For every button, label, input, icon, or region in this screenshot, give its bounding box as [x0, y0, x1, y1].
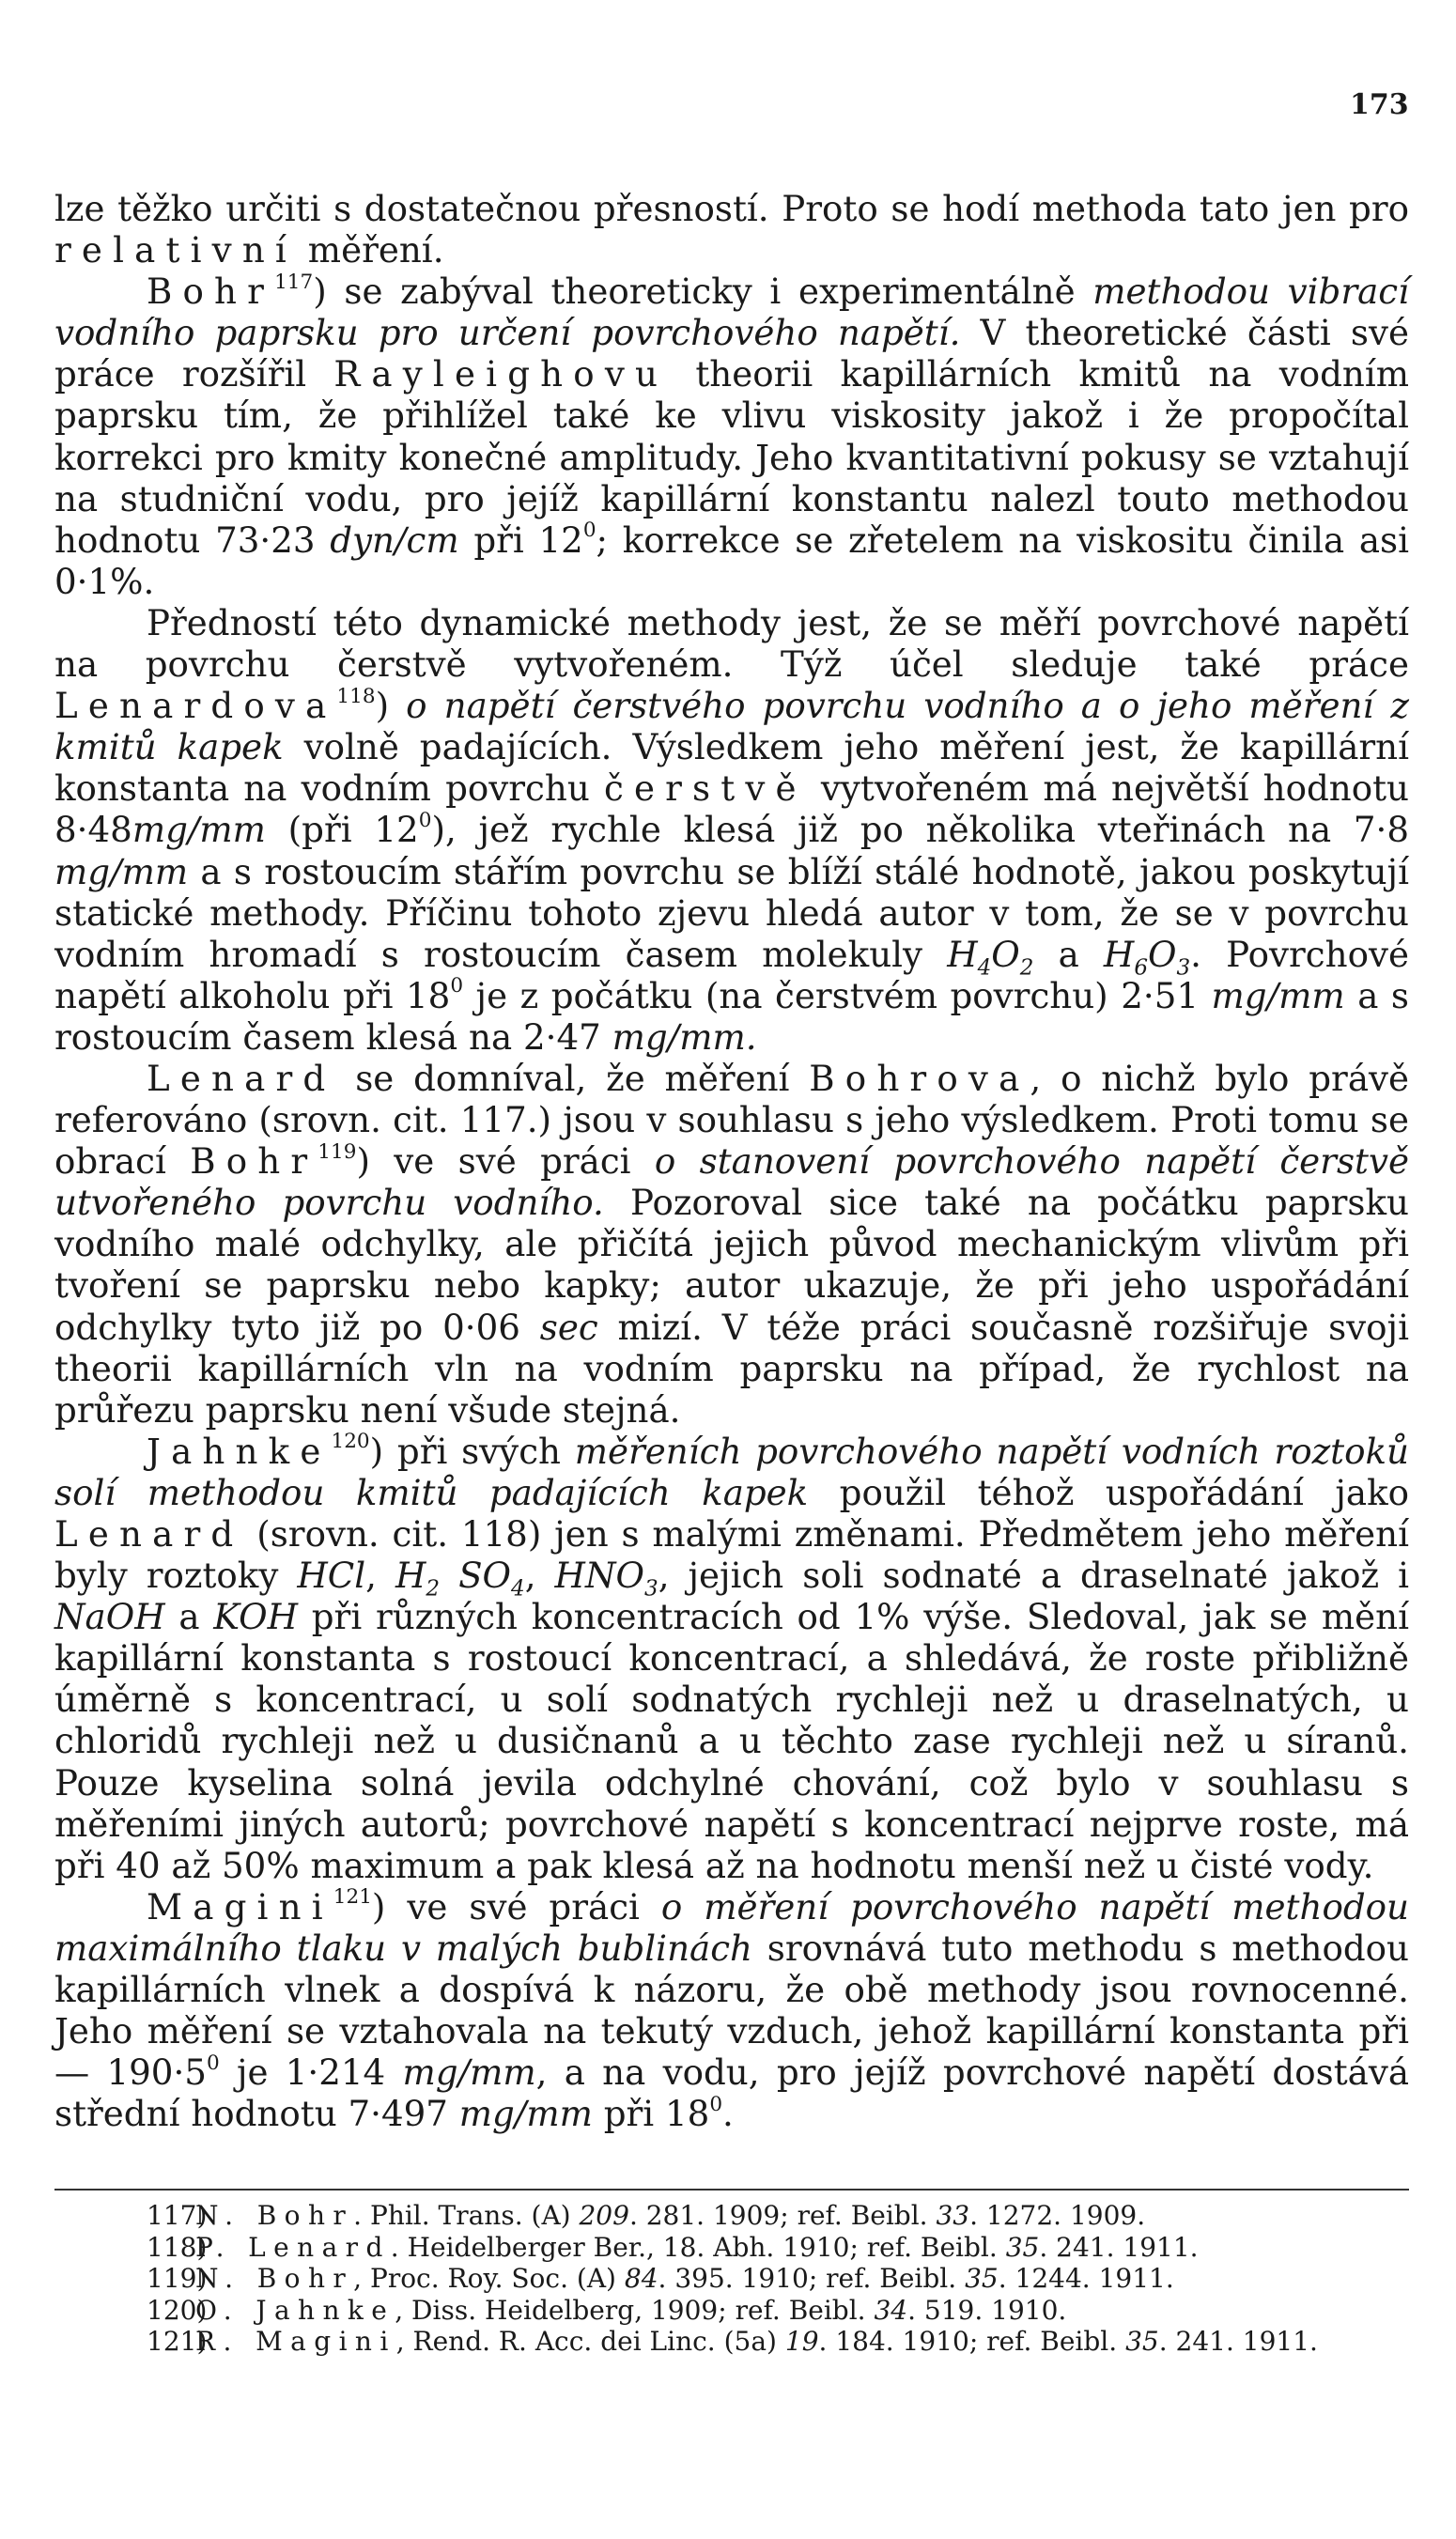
footnote-number: 118)	[147, 2231, 208, 2263]
text-run: ,	[365, 1555, 395, 1597]
text-run: (při 12	[265, 809, 419, 851]
text-run: , jejich soli sodnaté a draselnaté jakož i	[658, 1555, 1409, 1597]
formula: $H_2$ $SO_4$	[395, 1555, 525, 1602]
paragraph-1	[54, 188, 1409, 271]
degree: 0	[206, 2051, 220, 2075]
text-run: lze těžko určiti s dostatečnou přesností. Proto se hodí methoda tato jen pro	[54, 188, 1409, 229]
volume: 19	[784, 2326, 819, 2357]
footnote-ref: 117	[274, 270, 314, 294]
footnote-number: 119)	[147, 2263, 208, 2294]
text-run: (srovn. cit. 118) jen s malými změnami. Předmětem jeho měření byly roztoky	[54, 1513, 1409, 1597]
text-run: ; korrekce se zřetelem na viskositu činila asi 0·1%.	[54, 519, 1410, 602]
footnote-ref: 118	[336, 684, 376, 708]
text-run: ) ve své práci	[356, 1140, 655, 1183]
work-title: o měření povrchového napětí methodou maximálního tlaku v malých bublinách	[54, 1885, 1409, 1969]
text-run: mizí. V téže práci současně rozšiřuje svoji theorii kapillárních vln na vodním paprsku na případ, že rychlost na průřezu paprsku není všude stejná.	[54, 1306, 1409, 1431]
text-run: při 12	[458, 519, 583, 561]
text-run: volně padajících. Výsledkem jeho měření jest, že kapillární konstanta na vodním povrchu	[54, 726, 1409, 810]
paragraph-3	[54, 602, 1409, 1058]
text-run: a	[1033, 933, 1104, 975]
volume: 84	[624, 2263, 658, 2294]
text-run: , o nichž bylo právě referováno (srovn. cit. 117.) jsou v souhlasu s jeho výsledkem. Proti tomu se obrací	[54, 1057, 1410, 1183]
text-run: ) ve své práci	[371, 1885, 661, 1927]
text-run: ) při svých	[369, 1430, 575, 1472]
paragraph-4	[54, 1058, 1409, 1431]
paragraph-6	[54, 1886, 1409, 2135]
text-run: použil téhož uspořádání jako	[808, 1471, 1409, 1513]
text-run: theorii kapillárních kmitů na vodním paprsku tím, že přihlížel také ke vlivu viskosity jakož i že propočítal korrekci pro kmity konečné amplitudy. Jeho kvantitativní pokusy se vztahují na studniční vodu, pro jejíž kapillární konstantu nalezl touto methodou hodnotu 73·23	[54, 353, 1410, 561]
text-run: Předností této dynamické methody jest, že se měří povrchové napětí na povrchu čerstvě vytvořeném. Týž účel sleduje také práce	[54, 601, 1409, 686]
author-name: Jahnke	[147, 1430, 332, 1472]
footnote-author: N. Bohr	[195, 2263, 354, 2294]
formula: KOH	[213, 1596, 298, 1638]
volume: 209	[579, 2200, 629, 2231]
page-number: 173	[1350, 88, 1409, 121]
footnote-divider	[54, 2189, 1409, 2191]
text-run: je z počátku (na čerstvém povrchu) 2·51	[463, 974, 1212, 1016]
volume: 35	[1125, 2326, 1159, 2357]
spaced-term: čerstvě	[603, 767, 807, 810]
author-name: Rayleighovu	[333, 353, 669, 395]
text-run: )	[375, 685, 407, 727]
footnote-number: 120)	[147, 2294, 208, 2326]
text-run: se domníval, že měření	[335, 1057, 810, 1099]
work-title: měřeních povrchového napětí vodních roztoků solí methodou kmitů padajících kapek	[54, 1430, 1410, 1513]
text-run: Pozoroval sice také na počátku paprsku vodního malé odchylky, ale přičítá jejich původ mechanickým vlivům při tvoření se paprsku nebo kapky; autor ukazuje, že při jeho uspořádání odchylky tyto již po 0·06	[54, 1182, 1409, 1348]
formula: HCl	[297, 1555, 366, 1597]
footnote-author: R. Magini	[195, 2326, 396, 2357]
degree: 0	[709, 2092, 723, 2116]
paragraph-2	[54, 271, 1409, 602]
text-run: . Povrchové napětí alkoholu při 18	[54, 933, 1409, 1016]
author-name: Bohrova	[809, 1057, 1030, 1099]
text-run: srovnává tuto methodu s methodou kapillárních vlnek a dospívá k názoru, že obě methody jsou rovnocenné. Jeho měření se vztahovala na tekutý vzduch, jehož kapillární konstanta při — 190·5	[54, 1927, 1409, 2094]
text-run: při 18	[592, 2093, 710, 2135]
text-run: měření.	[296, 229, 444, 271]
unit: mg/mm	[458, 2093, 593, 2135]
formula: $H_6O_3$	[1103, 933, 1191, 981]
unit: mg/mm	[1211, 974, 1345, 1016]
text-run: a s rostoucím časem klesá na 2·47	[54, 974, 1409, 1058]
spaced-term: relativní	[54, 229, 297, 271]
unit: mg/mm	[402, 2051, 536, 2094]
degree: 0	[418, 808, 432, 832]
degree: 0	[582, 519, 596, 543]
work-title: o stanovení povrchového napětí čerstvě utvořeného povrchu vodního.	[54, 1140, 1409, 1224]
author-name: Lenardova	[54, 685, 337, 727]
footnote-120: 120)O. Jahnke, Diss. Heidelberg, 1909; ref. Beibl. 34. 519. 1910.	[147, 2294, 1067, 2326]
author-name: Lenard	[54, 1513, 244, 1555]
author-name: Bohr	[190, 1140, 318, 1183]
formula: $H_4O_2$	[947, 933, 1034, 981]
unit: mg/mm.	[612, 1015, 757, 1058]
formula: $HNO_3$	[554, 1555, 658, 1602]
text-run: vytvořeném má největší hodnotu 8·48	[54, 767, 1410, 851]
text-run: a	[164, 1596, 214, 1638]
volume: 34	[874, 2294, 908, 2326]
unit: dyn/cm	[330, 519, 459, 561]
footnote-ref: 121	[333, 1885, 372, 1910]
footnote-119: 119)N. Bohr, Proc. Roy. Soc. (A) 84. 395. 1910; ref. Beibl. 35. 1244. 1911.	[147, 2263, 1174, 2294]
footnote-121: 121)R. Magini, Rend. R. Acc. dei Linc. (5a) 19. 184. 1910; ref. Beibl. 35. 241. 1911.	[147, 2326, 1318, 2357]
footnote-ref: 120	[331, 1430, 370, 1454]
unit: sec	[539, 1306, 598, 1348]
text-run: ,	[524, 1555, 555, 1597]
unit: mg/mm	[54, 850, 189, 892]
author-name: Bohr	[147, 271, 275, 313]
footnote-number: 121)	[147, 2326, 208, 2357]
text-run: při různých koncentracích od 1% výše. Sledoval, jak se mění kapillární konstanta s rostoucí koncentrací, a shledává, že roste přibližně úměrně s koncentrací, u solí sodnatých rychleji než u draselnatých, u chloridů rychleji než u dusičnanů a u těchto zase rychleji než u síranů. Pouze kyselina solná jevila odchylné chování, což bylo v souhlasu s měřeními jiných autorů; povrchové napětí s koncentrací nejprve roste, má při 40 až 50% maximum a pak klesá až na hodnotu menší než u čisté vody.	[54, 1596, 1409, 1886]
volume: 35	[965, 2263, 999, 2294]
body-text	[54, 188, 1409, 2134]
footnote-118: 118)P. Lenard. Heidelberger Ber., 18. Abh. 1910; ref. Beibl. 35. 241. 1911.	[147, 2231, 1199, 2263]
work-title: methodou vibrací vodního paprsku pro určení povrchového napětí.	[54, 271, 1409, 354]
unit: mg/mm	[132, 809, 266, 851]
text-run: ) se zabýval theoreticky i experimentálně	[313, 271, 1093, 313]
formula: NaOH	[54, 1596, 165, 1638]
text-run: je 1·214	[219, 2051, 403, 2094]
footnote-117: 117)N. Bohr. Phil. Trans. (A) 209. 281. 1909; ref. Beibl. 33. 1272. 1909.	[147, 2200, 1146, 2231]
author-name: Magini	[147, 1885, 333, 1927]
text-run: .	[722, 2093, 734, 2135]
text-run: a s rostoucím stářím povrchu se blíží stálé hodnotě, jakou poskytují statické methody. Příčinu tohoto zjevu hledá autor v tom, že se v povrchu vodním hromadí s rostoucím časem molekuly	[54, 850, 1409, 975]
author-name: Lenard	[147, 1057, 336, 1099]
volume: 35	[1005, 2231, 1040, 2263]
paragraph-5	[54, 1431, 1409, 1886]
footnote-author: N. Bohr	[195, 2200, 354, 2231]
work-title: o napětí čerstvého povrchu vodního a o jeho měření z kmitů kapek	[54, 685, 1409, 768]
degree: 0	[450, 974, 464, 999]
text-run: V theoretické části své práce rozšířil	[54, 312, 1409, 395]
text-run: ), jež rychle klesá již po několika vteřinách na 7·8	[431, 809, 1410, 851]
footnote-author: P. Lenard	[195, 2231, 391, 2263]
footnote-number: 117)	[147, 2200, 208, 2231]
footnote-author: O. Jahnke	[195, 2294, 395, 2326]
footnote-ref: 119	[318, 1139, 357, 1164]
text-run: , a na vodu, pro jejíž povrchové napětí dostává střední hodnotu 7·497	[54, 2051, 1409, 2135]
footnotes	[54, 2200, 1409, 2358]
volume: 33	[936, 2200, 970, 2231]
